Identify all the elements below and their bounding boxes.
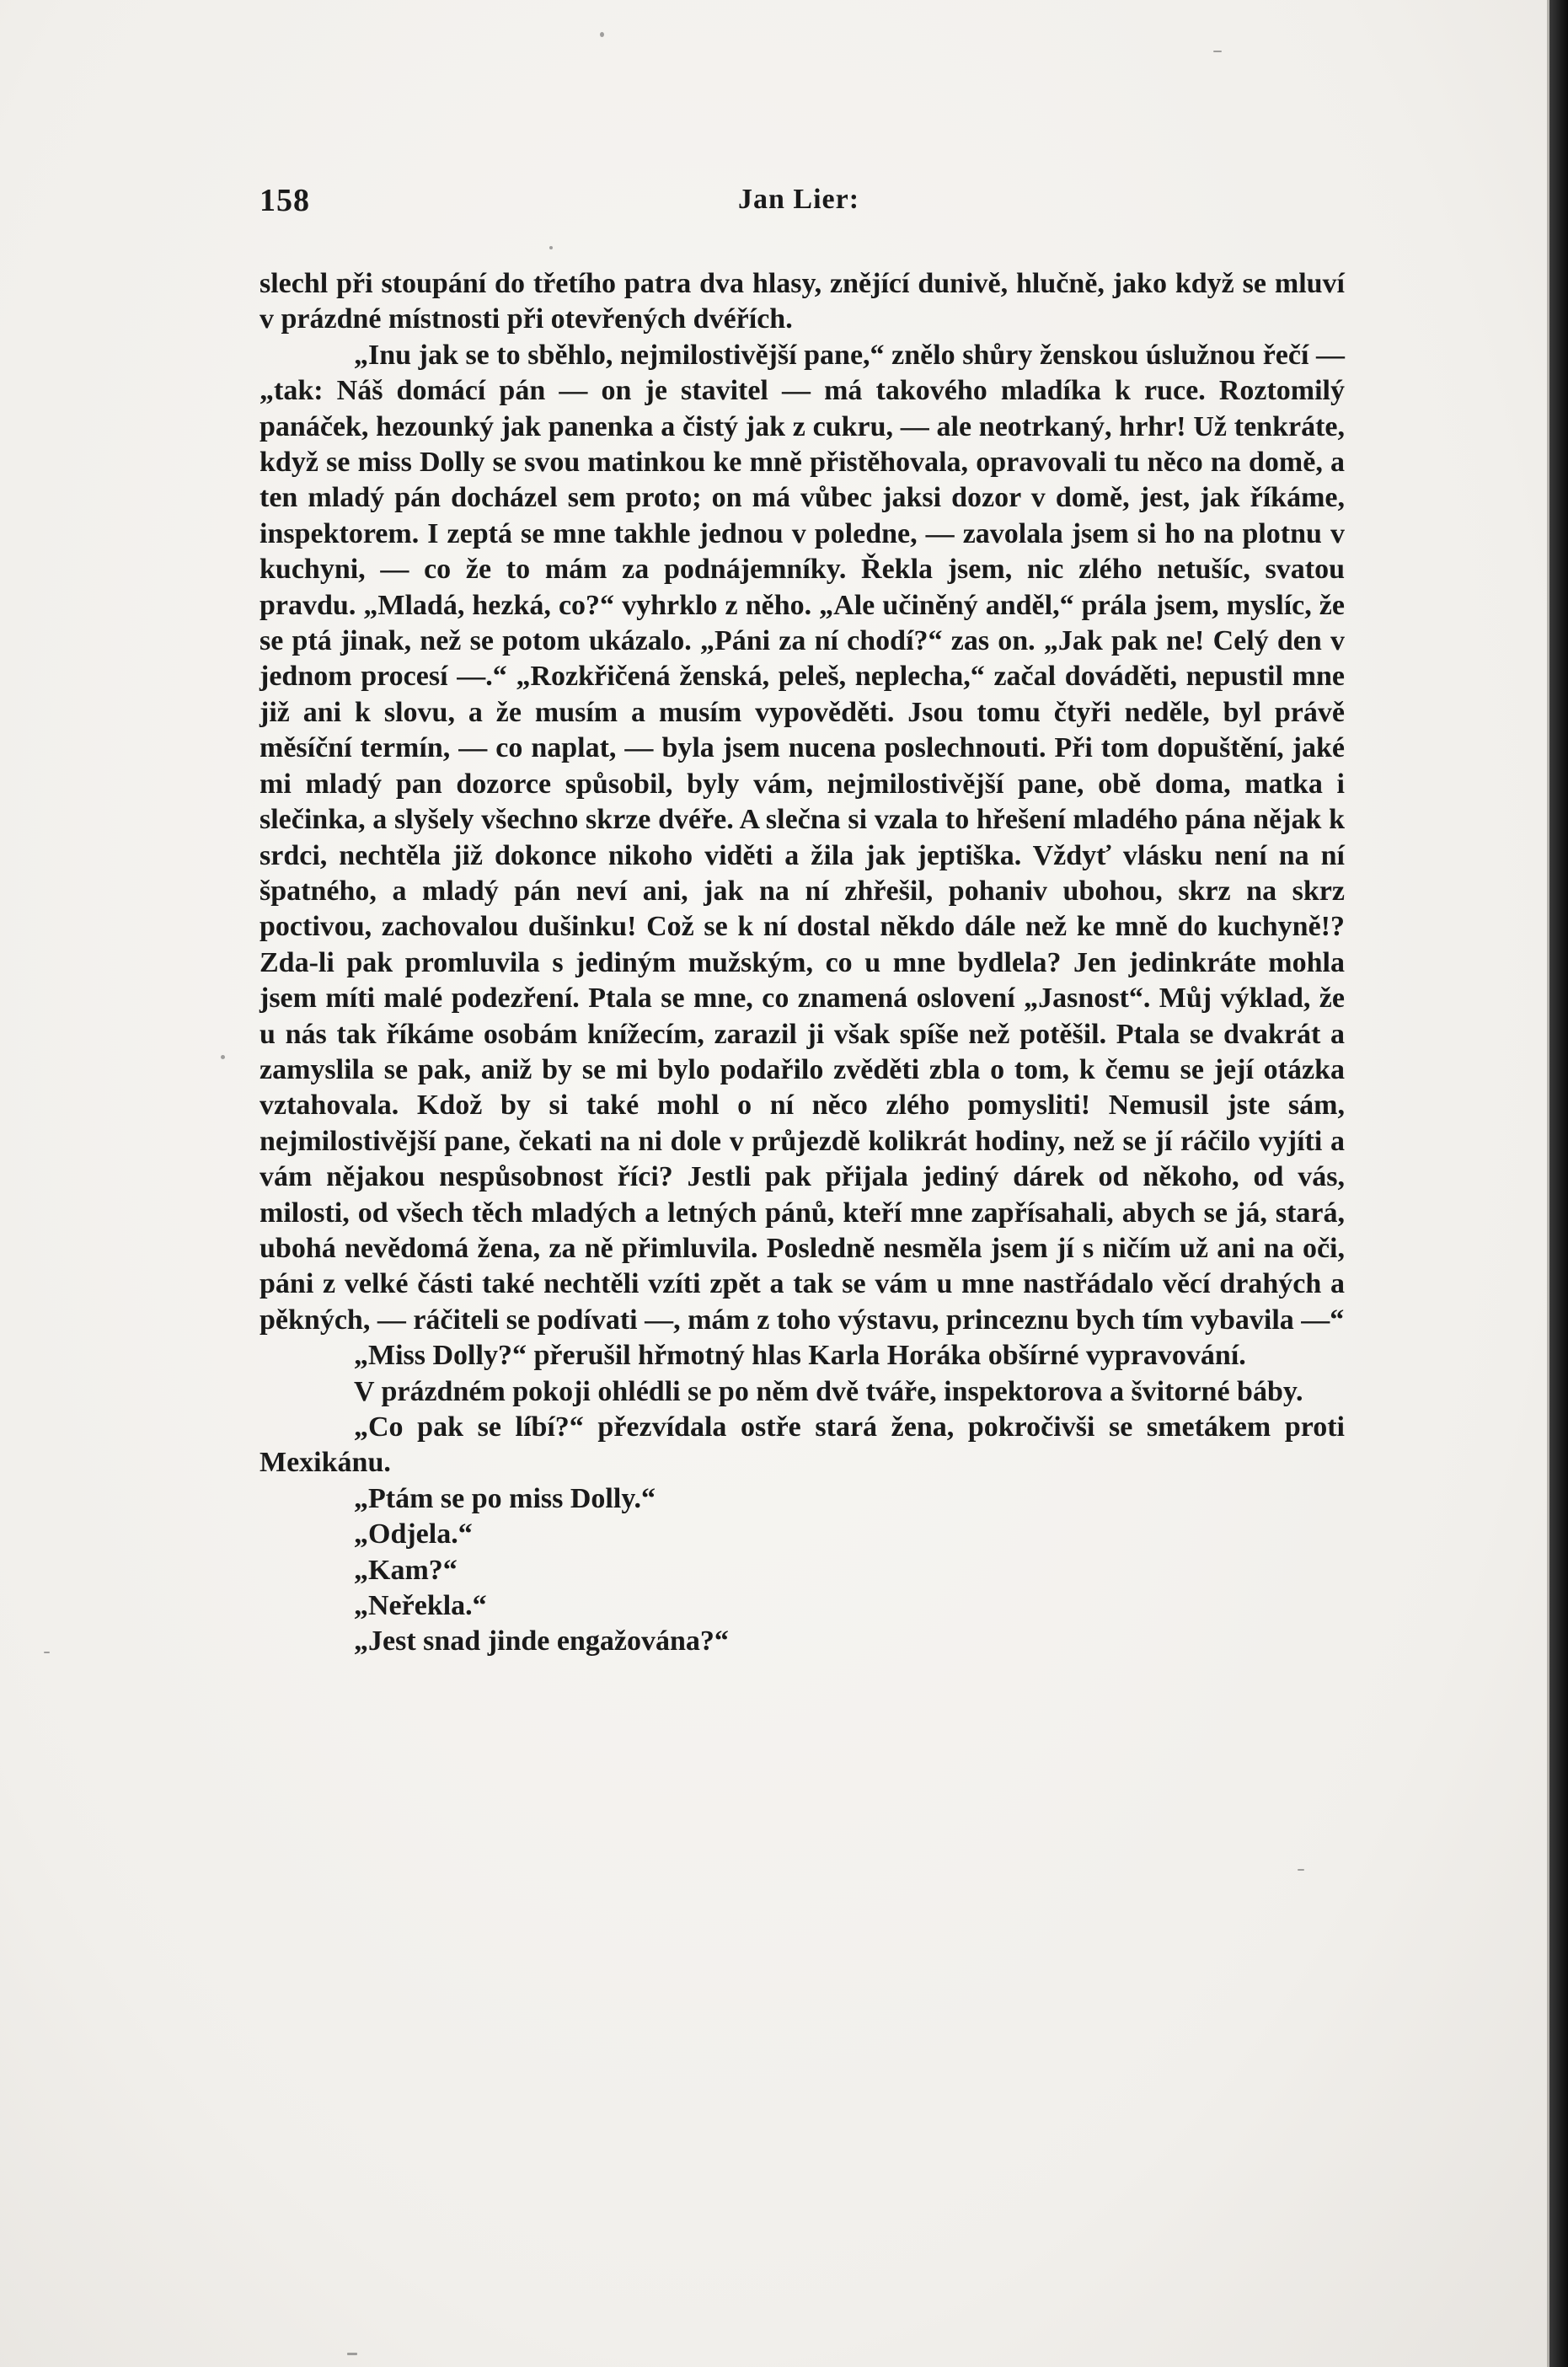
dust-speck — [600, 32, 604, 37]
paragraph: „Inu jak se to sběhlo, nejmilostivější pane,“ znělo shůry ženskou úslužnou řečí — „tak: Náš domácí pán — on je stavitel — má takového mladíka k ruce. Roztomilý panáček, hezounký jak panenka a čistý jak z cukru, — ale neotrkaný, hrhr! Už tenkráte, když se miss Dolly se svou matinkou ke mně přistěhovala, opravovali tu něco na domě, a ten mladý pán docházel sem proto; on má vůbec jaksi dozor v domě, jest, jak říkáme, inspektorem. I zeptá se mne takhle jednou v poledne, — zavolala jsem si ho na plotnu v kuchyni, — co že to mám za podnájemníky. Řekla jsem, nic zlého netušíc, svatou pravdu. „Mladá, hezká, co?“ vyhrklo z něho. „Ale učiněný anděl,“ prála jsem, myslíc, že se ptá jinak, než se potom ukázalo. „Páni za ní chodí?“ zas on. „Jak pak ne! Celý den v jednom procesí —.“ „Rozkřičená ženská, peleš, neplecha,“ začal dováděti, nepustil mne již ani k slovu, a že musím a musím vypověděti. Jsou tomu čtyři neděle, byl právě měsíční termín, — co naplat, — byla jsem nucena poslechnouti. Při tom dopuštění, jaké mi mladý pan dozorce spůsobil, byly vám, nejmilostivější pane, obě doma, matka i slečinka, a slyšely všechno skrze dvéře. A slečna si vzala to hřešení mladého pána nějak k srdci, nechtěla již dokonce nikoho viděti a žila jak jeptiška. Vždyť vlásku není na ní špatného, a mladý pán neví ani, jak na ní zhřešil, pohaniv ubohou, skrz na skrz poctivou, zachovalou dušinku! Což se k ní dostal někdo dále než ke mně do kuchyně!? Zda-li pak promluvila s jediným mužským, co u mne bydlela? Jen jedinkráte mohla jsem míti malé podezření. Ptala se mne, co znamená oslovení „Jasnost“. Můj výklad, že u nás tak říkáme osobám knížecím, zarazil ji však spíše než potěšil. Ptala se dvakrát a zamyslila se pak, aniž by se mi bylo podařilo zvěděti zbla o tom, k čemu se její otázka vztahovala. Kdož by si také mohl o ní něco zlého pomysliti! Nemusil jste sám, nejmilostivější pane, čekati na ni dole v průjezdě kolikrát hodiny, než se jí ráčilo vyjíti a vám nějakou nespůsobnost říci? Jestli pak přijala jediný dárek od někoho, od vás, milosti, od všech těch mladých a letných pánů, kteří mne zapřísahali, abych se já, stará, ubohá nevědomá žena, za ně přimluvila. Posledně nesměla jsem jí s ničím už ani na oči, páni z velké části také nechtěli vzíti zpět a tak se vám u mne nastřádalo věcí drahých a pěkných, — ráčiteli se podívati —, mám z toho výstavu, princeznu bych tím vybavila —“ — [260, 339, 1345, 1336]
paragraph: „Ptám se po miss Dolly.“ — [354, 1482, 656, 1514]
paragraph: „Miss Dolly?“ přerušil hřmotný hlas Karla Horáka obšírné vypravování. — [354, 1340, 1246, 1372]
running-head: Jan Lier: — [738, 184, 860, 215]
dust-speck — [1213, 51, 1222, 52]
paragraph: „Kam?“ — [354, 1554, 458, 1586]
paragraph: „Co pak se líbí?“ přezvídala ostře stará žena, pokročivši se smetákem proti Mexikánu. — [260, 1411, 1345, 1479]
paragraph: „Jest snad jinde engažována?“ — [354, 1625, 729, 1657]
body-text — [260, 266, 1345, 1660]
page-number: 158 — [260, 183, 310, 218]
paragraph: V prázdném pokoji ohlédli se po něm dvě tváře, inspektorova a švitorné báby. — [354, 1375, 1303, 1407]
paragraph: „Odjela.“ — [354, 1518, 473, 1550]
dust-speck — [549, 246, 553, 249]
dust-speck — [44, 1652, 50, 1653]
page-header — [260, 182, 1346, 233]
dust-speck — [1298, 1869, 1304, 1871]
paragraph: slechl při stoupání do třetího patra dva hlasy, znějící dunivě, hlučně, jako když se mluví v prázdné místnosti při otevřených dvéřích. — [260, 268, 1345, 335]
scan-dark-edge — [1549, 0, 1568, 2367]
dust-speck — [221, 1055, 225, 1059]
dust-speck — [347, 2353, 357, 2355]
paragraph: „Neřekla.“ — [354, 1590, 487, 1622]
